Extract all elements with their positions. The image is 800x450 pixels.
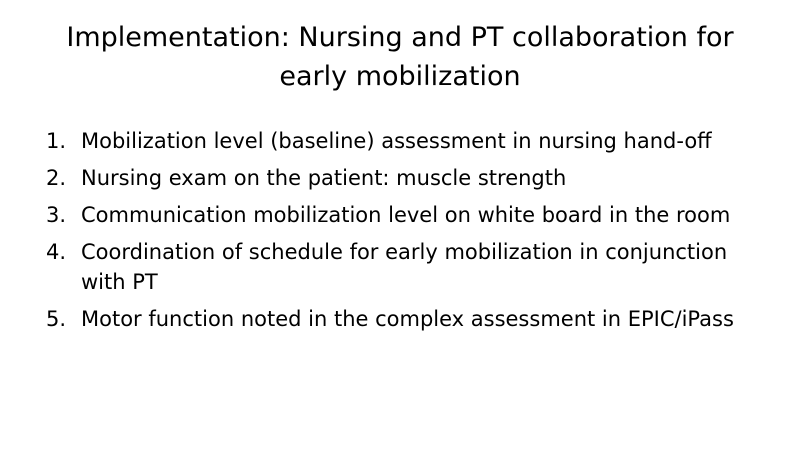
list-item-text: Coordination of schedule for early mobilization in conjunction with PT bbox=[81, 240, 728, 294]
list-item-number: 4. bbox=[46, 240, 67, 264]
slide-title bbox=[40, 18, 760, 96]
list-item bbox=[46, 200, 766, 230]
list-item bbox=[46, 126, 766, 156]
list-item-number: 1. bbox=[46, 129, 67, 153]
list-item-number: 3. bbox=[46, 203, 67, 227]
list-item-text: Nursing exam on the patient: muscle strength bbox=[81, 166, 567, 190]
list-item-text: Motor function noted in the complex assessment in EPIC/iPass bbox=[81, 307, 734, 331]
list-item bbox=[46, 163, 766, 193]
list-item bbox=[46, 237, 766, 297]
list-item-text: Mobilization level (baseline) assessment in nursing hand-off bbox=[81, 129, 712, 153]
list-item bbox=[46, 304, 766, 334]
numbered-list bbox=[46, 126, 766, 341]
list-item-text: Communication mobilization level on white board in the room bbox=[81, 203, 731, 227]
list-item-number: 2. bbox=[46, 166, 67, 190]
slide-title-line-2: early mobilization bbox=[279, 61, 521, 92]
slide-title-line-1: Implementation: Nursing and PT collaboration for bbox=[66, 22, 734, 53]
list-item-number: 5. bbox=[46, 307, 67, 331]
